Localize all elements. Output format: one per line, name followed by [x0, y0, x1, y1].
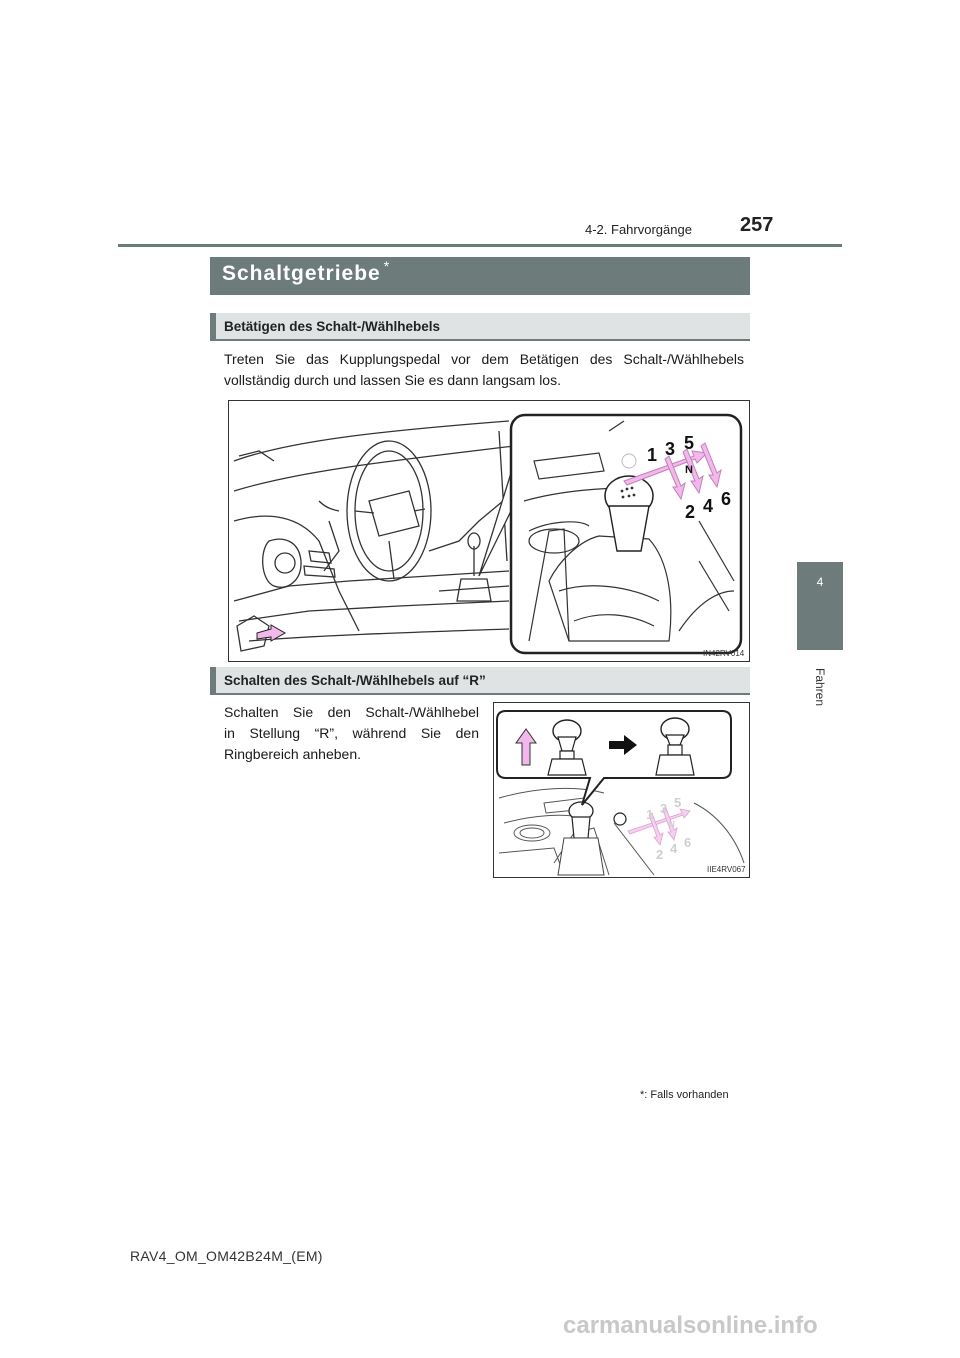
chapter-number: 4 [816, 575, 824, 589]
figure-1-id: IN42RV014 [703, 649, 745, 658]
subheading-operating-lever: Betätigen des Schalt-/Wählhebels [224, 319, 441, 334]
watermark: carmanualsonline.info [563, 1312, 818, 1339]
optional-equipment-mark: * [383, 258, 391, 274]
faded-gear-5: 5 [674, 795, 682, 810]
faded-gear-1: 1 [646, 807, 654, 822]
chapter-label: Fahren [813, 668, 827, 707]
subheading-marker-1 [210, 313, 216, 341]
gear-label-4: 4 [703, 496, 714, 516]
subheading-shift-to-r: Schalten des Schalt-/Wählhebels auf “R” [224, 673, 486, 688]
gear-label-2: 2 [685, 502, 696, 522]
faded-gear-n: N [669, 820, 675, 829]
paragraph-2-line-3: Ringbereich anheben. [224, 746, 361, 762]
page-title-text: Schaltgetriebe [222, 262, 381, 285]
paragraph-1-line-2: vollständig durch und lassen Sie es dann langsam los. [224, 372, 561, 388]
faded-gear-labels [646, 795, 691, 862]
document-code: RAV4_OM_OM42B24M_(EM) [130, 1248, 323, 1264]
gear-label-n: N [685, 464, 693, 476]
page-title [222, 258, 391, 286]
paragraph-1-line-1: Treten Sie das Kupplungspedal vor dem Betätigen des Schalt-/Wählhebels [224, 351, 744, 367]
gear-label-1: 1 [647, 445, 658, 465]
figure-reverse-shift [493, 702, 750, 878]
gear-label-3: 3 [665, 439, 676, 459]
faded-gear-2: 2 [656, 847, 664, 862]
figure-2-id: IIE4RV067 [707, 865, 746, 874]
header-divider [118, 244, 842, 247]
faded-gear-4: 4 [670, 841, 678, 856]
paragraph-2-line-1: Schalten Sie den Schalt-/Wählhebel [224, 704, 479, 720]
faded-gear-3: 3 [660, 801, 668, 816]
page-number: 257 [740, 214, 774, 236]
dashboard-illustration [229, 401, 749, 661]
figure-dashboard-shifter [228, 400, 750, 662]
subheading-marker-2 [210, 667, 216, 695]
faded-gear-6: 6 [684, 835, 692, 850]
footnote-optional: *: Falls vorhanden [640, 1089, 729, 1101]
chapter-label-wrapper [797, 668, 843, 758]
reverse-shift-illustration [494, 703, 749, 877]
gear-label-6: 6 [721, 489, 732, 509]
header-section-title: 4-2. Fahrvorgänge [585, 222, 692, 237]
paragraph-2-line-2: in Stellung “R”, während Sie den [224, 725, 479, 741]
gear-label-5: 5 [684, 433, 695, 453]
